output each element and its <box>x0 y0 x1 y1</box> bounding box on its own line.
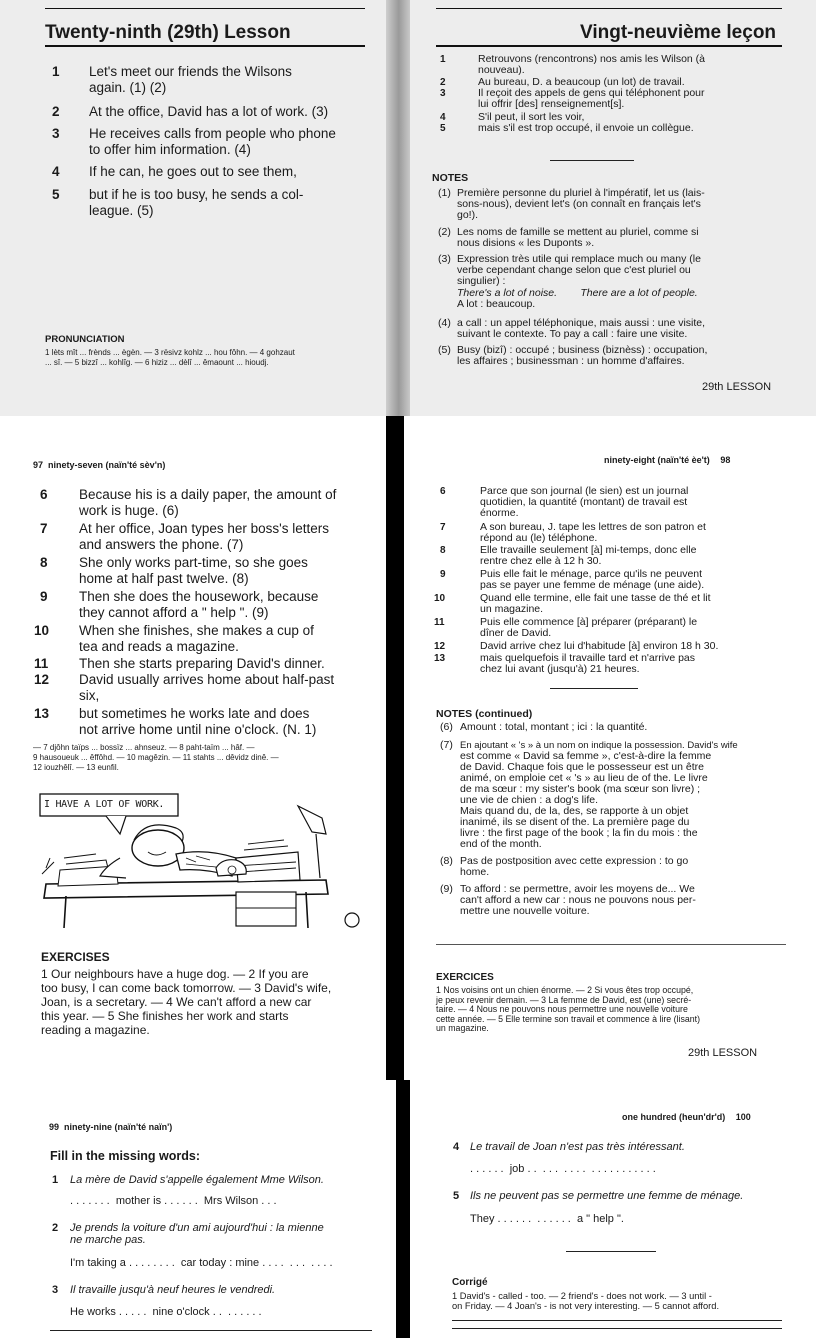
page-99 <box>0 1080 396 1338</box>
note-line: livre : the first page of the book ; la fin du mois : the <box>460 827 698 839</box>
note-line: To afford : se permettre, avoir les moyens de... We <box>460 883 695 895</box>
line-number: 7 <box>40 521 48 536</box>
line-number: 4 <box>52 164 60 179</box>
line-number: 3 <box>440 88 446 99</box>
note-number: (9) <box>440 883 453 895</box>
exercise-line: 1 Our neighbours have a huge dog. — 2 If you are <box>41 967 309 981</box>
translation-line: quotidien, la quantité (montant) de travail est <box>480 496 688 508</box>
translation-line: Quand elle termine, elle fait une tasse de thé et lit <box>480 592 711 604</box>
translation-line: Elle travaille seulement [à] mi-temps, donc elle <box>480 544 697 556</box>
page-number: 98 <box>720 455 731 465</box>
exercise-line: this year. — 5 She finishes her work and starts <box>41 1009 289 1023</box>
note-line: Expression très utile qui remplace much ou many (le <box>457 253 701 265</box>
line-number: 3 <box>52 126 60 141</box>
line-number: 12 <box>434 641 446 652</box>
exercises-heading: EXERCISES <box>41 950 110 964</box>
lesson-line: When she finishes, she makes a cup of <box>79 623 314 638</box>
section-divider <box>550 160 634 161</box>
note-line: end of the month. <box>460 838 542 850</box>
note-number: (7) <box>440 739 453 751</box>
item-french: Il travaille jusqu'à neuf heures le vendredi. <box>70 1284 276 1296</box>
page-header: 99 ninety-nine (naïn'té naïn') <box>49 1122 173 1132</box>
translation-line: répond au (le) téléphone. <box>480 532 598 544</box>
translation-line: lui offrir [des] renseignement[s]. <box>478 98 625 110</box>
item-french: ne marche pas. <box>70 1234 146 1246</box>
note-number: (8) <box>440 855 453 867</box>
page-100 <box>410 1080 816 1338</box>
pronunciation-heading: PRONUNCIATION <box>45 334 125 345</box>
lesson-line: Then she starts preparing David's dinner. <box>79 656 325 671</box>
note-line: Mais quand du, de la, des, se rapporte à un objet <box>460 805 689 817</box>
section-divider <box>566 1251 656 1252</box>
pronunciation-line: — 7 djôhn taïps ... bossïz ... ahnseuz. — 8 paht-taïm ... hâf. — <box>33 743 255 752</box>
page-title: Vingt-neuvième leçon <box>580 22 777 43</box>
title-rule <box>436 45 782 47</box>
item-french: Le travail de Joan n'est pas très intéressant. <box>470 1141 685 1153</box>
item-french: Ils ne peuvent pas se permettre une femme de ménage. <box>470 1190 744 1202</box>
line-number: 13 <box>434 653 446 664</box>
lesson-line: home at half past twelve. (8) <box>79 571 249 586</box>
page-footer: 29th LESSON <box>688 1047 758 1059</box>
note-line: verbe cependant change selon que c'est pluriel ou <box>457 264 691 276</box>
page-number: 100 <box>735 1112 751 1122</box>
translation-line: mais s'il est trop occupé, il envoie un collègue. <box>478 122 694 134</box>
exercise-line: too busy, I can come back tomorrow. — 3 David's wife, <box>41 981 332 995</box>
note-line: There's a lot of noise. There are a lot of people. <box>457 287 698 299</box>
title-rule <box>45 45 365 47</box>
note-number: (1) <box>438 187 451 199</box>
translation-line: A son bureau, J. tape les lettres de son patron et <box>480 521 706 533</box>
translation-line: Puis elle commence [à] préparer (préparant) le <box>480 616 698 628</box>
note-line: can't afford a new car : nous ne pouvons nous per- <box>460 894 696 906</box>
note-number: (5) <box>438 344 451 356</box>
note-line: En ajoutant « 's » à un nom on indique la possession. David's wife <box>460 740 738 751</box>
translation-line: S'il peut, il sort les voir, <box>478 111 585 123</box>
note-line: a call : un appel téléphonique, mais aussi : une visite, <box>457 317 706 329</box>
translation-line: mais quelquefois il travaille tard et n'arrive pas <box>480 652 696 664</box>
line-number: 2 <box>440 77 446 88</box>
note-line: animé, on emploie cet « 's » au lieu de of the. Le livre <box>460 772 708 784</box>
right-page-lesson-29 <box>410 0 816 416</box>
line-number: 9 <box>440 569 446 580</box>
lesson-line: If he can, he goes out to see them, <box>89 164 297 179</box>
line-number: 4 <box>440 112 446 123</box>
note-line: Amount : total, montant ; ici : la quantité. <box>460 721 648 733</box>
section-divider <box>550 688 638 689</box>
translation-line: rentre chez elle à 12 h 30. <box>480 555 602 567</box>
line-number: 1 <box>440 54 446 65</box>
note-line: Busy (bizî) : occupé ; business (biznèss) : occupation, <box>457 344 708 356</box>
lesson-line: six, <box>79 688 100 703</box>
cartoon-illustration <box>36 788 366 933</box>
translation-line: un magazine. <box>480 603 544 615</box>
translation-line: Retrouvons (rencontrons) nos amis les Wilson (à <box>478 53 706 65</box>
lesson-line: but if he is too busy, he sends a col- <box>89 187 304 202</box>
line-number: 8 <box>440 545 446 556</box>
lesson-29-spread <box>0 0 816 416</box>
cartoon-caption: I HAVE A LOT OF WORK. <box>44 799 165 810</box>
note-line: une vie de chien : a dog's life. <box>460 794 599 806</box>
translation-line: David arrive chez lui d'habitude [à] environ 18 h 30. <box>480 640 719 652</box>
line-number: 10 <box>434 593 446 604</box>
translation-line: chez lui avant (jusqu'à) 21 heures. <box>480 663 640 675</box>
page-97 <box>0 416 386 1080</box>
line-number: 13 <box>34 706 50 721</box>
line-number: 2 <box>52 104 60 119</box>
page-header-text: one hundred (heun'dr'd) <box>622 1112 726 1122</box>
translation-line: énorme. <box>480 507 519 519</box>
corrige-line: on Friday. — 4 Joan's - is not very interesting. — 5 cannot afford. <box>452 1301 720 1311</box>
lesson-line: At the office, David has a lot of work. (3) <box>89 104 329 119</box>
note-line: inanimé, ils se disent of the. La première page du <box>460 816 690 828</box>
item-number: 5 <box>453 1190 460 1202</box>
lesson-line: again. (1) (2) <box>89 80 167 95</box>
translation-line: Puis elle fait le ménage, parce qu'ils ne peuvent <box>480 568 703 580</box>
lesson-line: they cannot afford a " help ". (9) <box>79 605 269 620</box>
note-line: Première personne du pluriel à l'impératif, let us (lais- <box>457 187 705 199</box>
exercises-heading: EXERCICES <box>436 972 494 983</box>
note-number: (3) <box>438 253 451 265</box>
line-number: 11 <box>434 617 445 628</box>
translation-line: Il reçoit des appels de gens qui téléphonent pour <box>478 87 705 99</box>
corrige-block <box>452 1291 719 1311</box>
item-number: 4 <box>453 1141 460 1153</box>
page-98 <box>404 416 816 1080</box>
notes-heading: NOTES (continued) <box>436 708 533 720</box>
lesson-line: and answers the phone. (7) <box>79 537 244 552</box>
note-line: sons-nous), devient let's (on connaît en français let's <box>457 198 701 210</box>
note-line: suivant le contexte. To pay a call : faire une visite. <box>457 328 688 340</box>
translation-line: nouveau). <box>478 64 525 76</box>
note-line: est comme « David sa femme », c'est-à-dire la femme <box>460 750 712 762</box>
page-header-text: ninety-eight (naïn'té èe't) <box>604 455 710 465</box>
translation-line: dîner de David. <box>480 627 552 639</box>
translation-line: Parce que son journal (le sien) est un journal <box>480 485 689 497</box>
note-number: (4) <box>438 317 451 329</box>
page-divider <box>396 1080 410 1338</box>
exercise-line: 1 Nos voisins ont un chien énorme. — 2 Si vous êtes trop occupé, <box>436 985 694 995</box>
line-number: 12 <box>34 672 50 687</box>
item-french: La mère de David s'appelle également Mme Wilson. <box>70 1174 324 1186</box>
line-number: 10 <box>34 623 50 638</box>
lesson-line: tea and reads a magazine. <box>79 639 239 654</box>
note-line: Pas de postposition avec cette expression : to go <box>460 855 689 867</box>
top-rule <box>436 8 782 9</box>
note-line: go!). <box>457 209 479 221</box>
page-title: Twenty-ninth (29th) Lesson <box>45 22 291 43</box>
exercise-line: reading a magazine. <box>41 1023 150 1037</box>
lesson-line: but sometimes he works late and does <box>79 706 310 721</box>
page-footer: 29th LESSON <box>702 381 772 393</box>
exercise-line: cette année. — 5 Elle termine son travail et commence à lire (lisant) <box>436 1013 701 1024</box>
line-number: 8 <box>40 555 48 570</box>
lesson-line: to offer him information. (4) <box>89 142 251 157</box>
exercise-heading: Fill in the missing words: <box>50 1149 201 1163</box>
lesson-line: Let's meet our friends the Wilsons <box>89 64 292 79</box>
exercise-line: Joan, is a secretary. — 4 We can't afford a new car <box>41 995 312 1009</box>
lesson-line: At her office, Joan types her boss's letters <box>79 521 329 536</box>
exercise-line: un magazine. <box>436 1023 489 1033</box>
note-line: A lot : beaucoup. <box>457 298 536 310</box>
pronunciation-line: 9 hausoueuk ... êffôhd. — 10 magêzin. — 11 stahts ... dêvidz dinê. — <box>33 753 279 762</box>
lesson-line: league. (5) <box>89 203 154 218</box>
item-english-blank: I'm taking a . . . . . . . . car today : mine . . . . . . . . . . . <box>70 1257 333 1269</box>
note-line: singulier) : <box>457 275 506 287</box>
item-english-blank: . . . . . . . mother is . . . . . . Mrs Wilson . . . <box>70 1195 277 1207</box>
line-number: 7 <box>440 522 446 533</box>
left-page-lesson-29 <box>0 0 386 416</box>
exercise-line: taire. — 4 Nous ne pouvons nous permettre une nouvelle voiture <box>436 1004 688 1014</box>
corrige-line: 1 David's - called - too. — 2 friend's - does not work. — 3 until - <box>452 1291 712 1301</box>
note-line: home. <box>460 866 490 878</box>
exercise-spread <box>0 1080 816 1338</box>
page-bottom-rule <box>50 1330 372 1331</box>
page-bottom-rule <box>452 1320 782 1321</box>
item-french: Je prends la voiture d'un ami aujourd'hui : la mienne <box>70 1222 324 1234</box>
pronunciation-line: ... sî. — 5 bizzî ... kohlîg. — 6 hiziz ... dèlî ... êmaount ... hioudj. <box>45 358 269 367</box>
corrige-heading: Corrigé <box>452 1277 488 1288</box>
item-english-blank: He works . . . . . nine o'clock . . . . . . . . <box>70 1306 262 1318</box>
exercises-block <box>41 967 331 1037</box>
note-line: les affaires ; businessman : un homme d'affaires. <box>457 355 685 367</box>
line-number: 11 <box>34 656 49 671</box>
item-number: 1 <box>52 1174 59 1186</box>
lesson-line: work is huge. (6) <box>79 503 179 518</box>
note-line: Les noms de famille se mettent au pluriel, comme si <box>457 226 699 238</box>
exercises-block <box>436 986 700 1034</box>
line-number: 6 <box>40 487 48 502</box>
note-line: mettre une nouvelle voiture. <box>460 905 590 917</box>
lesson-line: David usually arrives home about half-past <box>79 672 335 687</box>
line-number: 5 <box>440 123 446 134</box>
pronunciation-line: 12 iouzhêlî. — 13 eunfil. <box>33 763 119 772</box>
line-number: 6 <box>440 486 446 497</box>
page-divider <box>386 416 404 1080</box>
page-header <box>604 455 730 465</box>
page-header: 97 ninety-seven (naïn'té sèv'n) <box>33 460 166 470</box>
note-line: nous disions « les Duponts ». <box>457 237 595 249</box>
top-rule <box>45 8 365 9</box>
notes-heading: NOTES <box>432 172 469 184</box>
translation-line: pas se payer une femme de ménage (une aide). <box>480 579 705 591</box>
lesson-line: He receives calls from people who phone <box>89 126 336 141</box>
lesson-line: Because his is a daily paper, the amount of <box>79 487 337 502</box>
lesson-line: Then she does the housework, because <box>79 589 319 604</box>
note-number: (2) <box>438 226 451 238</box>
item-english-blank: . . . . . . job . . . . . . . . . . . . . . . . . . . . <box>470 1163 656 1175</box>
page-header <box>622 1112 751 1122</box>
note-line: de ma sœur : my sister's book (ma sœur son livre) ; <box>460 783 701 795</box>
lesson-line: She only works part-time, so she goes <box>79 555 308 570</box>
lesson-line: not arrive home until nine o'clock. (N. 1) <box>79 722 317 737</box>
exercise-line: je peux revenir demain. — 3 La femme de David, est (une) secré- <box>436 994 692 1005</box>
line-number: 5 <box>52 187 60 202</box>
lesson-29-continued-spread <box>0 416 816 1080</box>
line-number: 9 <box>40 589 48 604</box>
item-number: 2 <box>52 1222 59 1234</box>
pronunciation-line: 1 lèts mît ... frènds ... ègèn. — 3 rësivz kohlz ... hou fôhn. — 4 gohzaut <box>45 348 295 357</box>
line-number: 1 <box>52 64 60 79</box>
item-number: 3 <box>52 1284 59 1296</box>
item-english-blank: They . . . . . . . . . . . . a " help ". <box>470 1213 624 1225</box>
notes-end-rule <box>436 944 786 945</box>
page-bottom-rule <box>452 1328 782 1329</box>
note-number: (6) <box>440 721 453 733</box>
note-line: de David. Chaque fois que le possesseur est un être <box>460 761 704 773</box>
translation-line: Au bureau, D. a beaucoup (un lot) de travail. <box>478 76 685 88</box>
